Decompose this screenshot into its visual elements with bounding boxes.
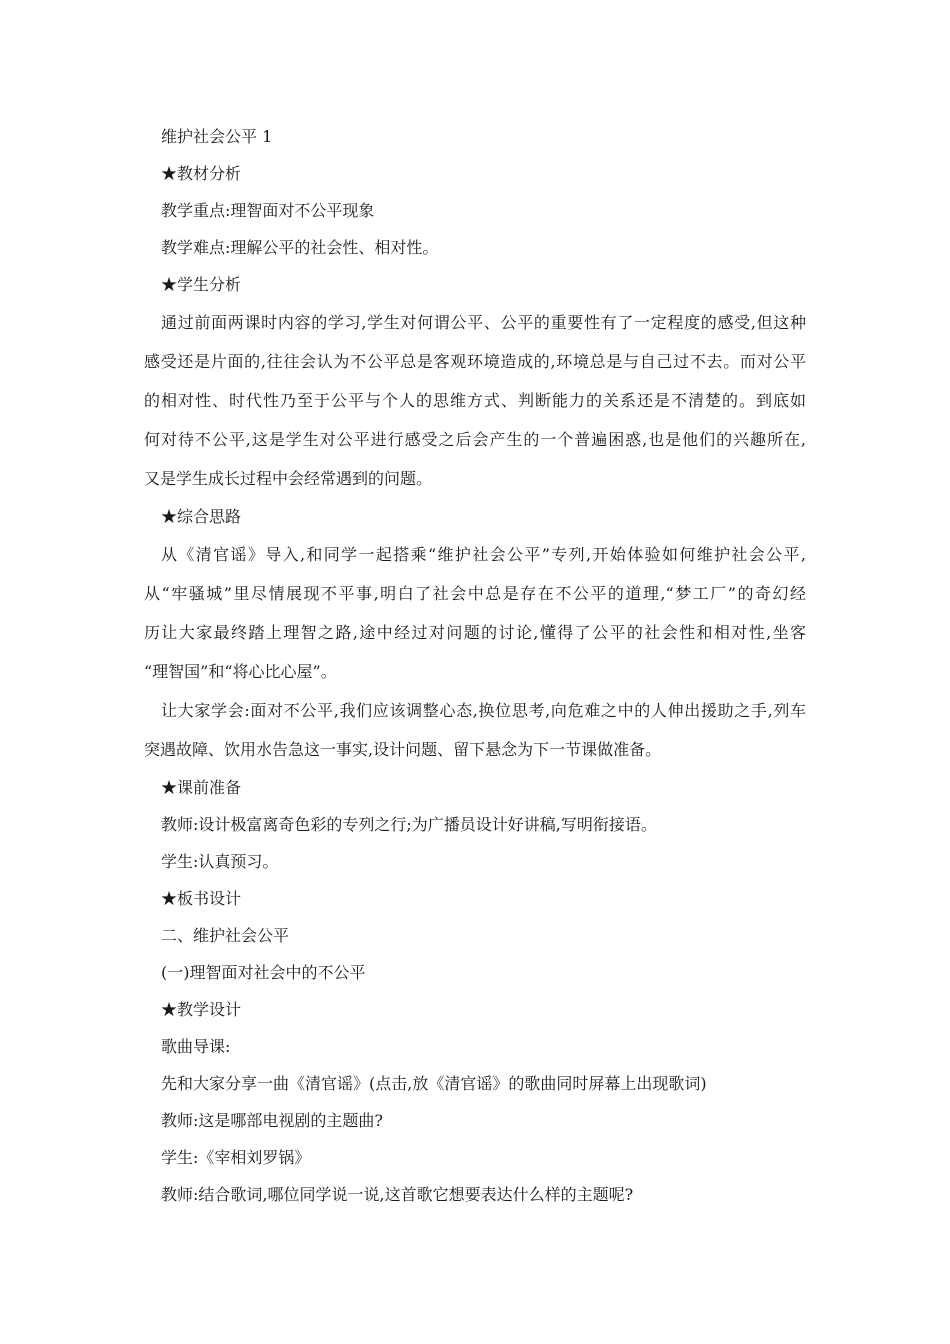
student-analysis-paragraph: [144, 303, 806, 498]
paragraph-line: 何对待不公平,这是学生对公平进行感受之后会产生的一个普遍困惑,也是他们的兴趣所在,: [144, 430, 806, 449]
paragraph-line: 让大家学会:面对不公平,我们应该调整心态,换位思考,向危难之中的人伸出援助之手,列车: [161, 701, 806, 720]
section-heading-prep: ★课前准备: [161, 778, 242, 797]
section-heading-student: ★学生分析: [161, 275, 242, 294]
idea-paragraph: [144, 535, 806, 691]
board-line-1: 二、维护社会公平: [161, 926, 290, 945]
section-heading-material: ★教材分析: [161, 164, 242, 183]
paragraph-line: “理智国”和“将心比心屋”。: [144, 662, 337, 681]
paragraph-line: 的相对性、时代性乃至于公平与个人的思维方式、判断能力的关系还是不清楚的。到底如: [144, 391, 806, 410]
learn-paragraph: [144, 691, 806, 769]
section-heading-board: ★板书设计: [161, 889, 242, 908]
document-title: 维护社会公平 1: [161, 127, 273, 146]
paragraph-line: 感受还是片面的,往往会认为不公平总是客观环境造成的,环境总是与自己过不去。而对公平: [144, 352, 806, 371]
key-point-text: 教学重点:理智面对不公平现象: [161, 201, 375, 220]
paragraph-line: 通过前面两课时内容的学习,学生对何谓公平、公平的重要性有了一定程度的感受,但这种: [161, 313, 806, 332]
design-answer-1: 学生:《宰相刘罗锅》: [161, 1148, 311, 1167]
prep-student-text: 学生:认真预习。: [161, 852, 279, 871]
design-share-text: 先和大家分享一曲《清官谣》(点击,放《清官谣》的歌曲同时屏幕上出现歌词): [161, 1074, 707, 1093]
design-question-1: 教师:这是哪部电视剧的主题曲?: [161, 1111, 383, 1130]
prep-teacher-text: 教师:设计极富离奇色彩的专列之行;为广播员设计好讲稿,写明衔接语。: [161, 815, 657, 834]
paragraph-line: 从“牢骚城”里尽情展现不平事,明白了社会中总是存在不公平的道理,“梦工厂”的奇幻经: [144, 584, 806, 603]
paragraph-line: 又是学生成长过程中会经常遇到的问题。: [144, 469, 433, 488]
section-heading-design: ★教学设计: [161, 1000, 242, 1019]
document-page: [144, 118, 806, 1213]
difficulty-text: 教学难点:理解公平的社会性、相对性。: [161, 238, 439, 257]
design-question-2: 教师:结合歌词,哪位同学说一说,这首歌它想要表达什么样的主题呢?: [161, 1185, 634, 1204]
section-heading-idea: ★综合思路: [161, 507, 242, 526]
design-intro-text: 歌曲导课:: [161, 1037, 231, 1056]
paragraph-line: 从《清官谣》导入,和同学一起搭乘“维护社会公平”专列,开始体验如何维护社会公平,: [161, 545, 806, 564]
paragraph-line: 历让大家最终踏上理智之路,途中经过对问题的讨论,懂得了公平的社会性和相对性,坐客: [144, 623, 806, 642]
paragraph-line: 突遇故障、饮用水告急这一事实,设计问题、留下悬念为下一节课做准备。: [144, 740, 662, 759]
board-line-2: (一)理智面对社会中的不公平: [161, 963, 366, 982]
